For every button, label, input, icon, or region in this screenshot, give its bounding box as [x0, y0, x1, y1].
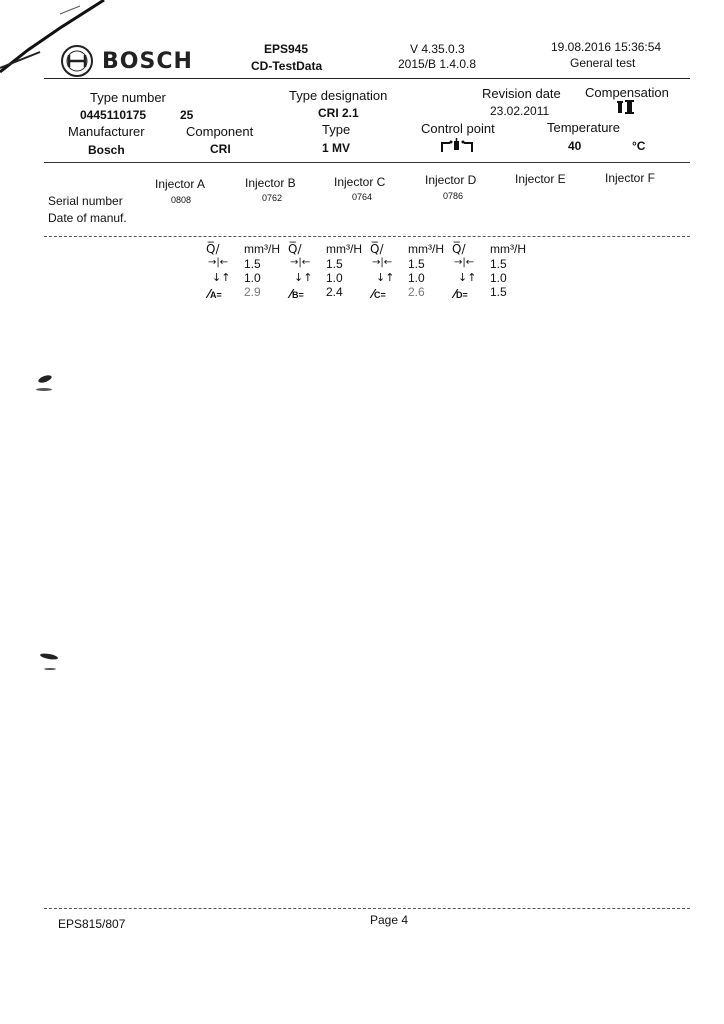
- injector-label-f: Injector F: [605, 171, 656, 185]
- datetime: 19.08.2016 15:36:54: [551, 40, 662, 54]
- flow-q-icon: Q̅/: [206, 242, 220, 256]
- version: V 4.35.0.3: [410, 42, 465, 56]
- tolerance-icon: →|←: [454, 257, 475, 268]
- slash-icon: ⁄: [290, 287, 293, 301]
- manufacturer: Bosch: [88, 143, 125, 157]
- flow-q-icon: Q̅/: [288, 242, 302, 256]
- result-d-value: 1.5: [490, 285, 507, 299]
- type-designation-label: Type designation: [289, 88, 388, 103]
- dev-d: 1.0: [490, 271, 507, 285]
- serial-a: 0808: [171, 195, 192, 205]
- tolerance-icon: →|←: [208, 257, 229, 268]
- control-point-icon: [440, 138, 474, 154]
- program-subtitle: CD-TestData: [251, 59, 323, 73]
- header-divider: [44, 78, 690, 79]
- injector-label-c: Injector C: [334, 175, 386, 189]
- deviation-icon: ↓↑: [376, 271, 395, 284]
- compensation-label: Compensation: [585, 85, 669, 100]
- unit-c: mm³/H: [408, 242, 444, 256]
- injector-label-b: Injector B: [245, 176, 296, 190]
- serial-b: 0762: [262, 193, 283, 203]
- type-value: 1 MV: [322, 141, 351, 155]
- deviation-icon: ↓↑: [294, 271, 313, 284]
- tolerance-icon: →|←: [372, 257, 393, 268]
- injector-label-d: Injector D: [425, 173, 477, 187]
- temperature-label: Temperature: [547, 120, 620, 135]
- type-designation: CRI 2.1: [318, 106, 359, 120]
- info-divider: [44, 162, 690, 163]
- slash-icon: ⁄: [208, 287, 211, 301]
- result-c: [372, 285, 386, 303]
- scan-speck: [36, 388, 52, 391]
- deviation-icon: ↓↑: [458, 271, 477, 284]
- revision-date-label: Revision date: [482, 86, 561, 101]
- component-label: Component: [186, 124, 254, 139]
- temperature-unit: °C: [632, 139, 646, 153]
- flow-q-icon: Q̅/: [452, 242, 466, 256]
- unit-b: mm³/H: [326, 242, 362, 256]
- page-number: Page 4: [370, 913, 409, 927]
- unit-d: mm³/H: [490, 242, 526, 256]
- result-c-value: 2.6: [408, 285, 425, 299]
- scan-speck: [44, 668, 56, 670]
- program-name: EPS945: [264, 42, 309, 56]
- dev-c: 1.0: [408, 271, 425, 285]
- type-number-suffix: 25: [180, 108, 194, 122]
- slash-icon: ⁄: [372, 287, 375, 301]
- measurement-block: [206, 242, 546, 302]
- type-label: Type: [322, 122, 351, 137]
- type-number: 0445110175: [80, 108, 147, 122]
- bosch-armature-icon: [60, 44, 94, 78]
- serial-number-label: Serial number: [48, 194, 123, 208]
- component: CRI: [210, 142, 231, 156]
- tol-a: 1.5: [244, 257, 261, 271]
- bosch-logo: [60, 44, 193, 78]
- dev-b: 1.0: [326, 271, 343, 285]
- result-b-label: B=: [292, 290, 304, 300]
- unit-a: mm³/H: [244, 242, 280, 256]
- injector-divider: [44, 236, 690, 237]
- result-b: [290, 285, 304, 303]
- date-of-manuf-label: Date of manuf.: [48, 211, 127, 225]
- serial-d: 0786: [443, 191, 464, 201]
- tol-c: 1.5: [408, 257, 425, 271]
- footer-divider: [44, 908, 690, 909]
- version-sub: 2015/B 1.4.0.8: [398, 57, 477, 71]
- result-b-value: 2.4: [326, 285, 343, 299]
- control-point-label: Control point: [421, 121, 495, 136]
- serial-c: 0764: [352, 192, 373, 202]
- slash-icon: ⁄: [454, 287, 457, 301]
- deviation-icon: ↓↑: [212, 271, 231, 284]
- manufacturer-label: Manufacturer: [68, 124, 145, 139]
- result-a-label: A=: [210, 290, 222, 300]
- tolerance-icon: →|←: [290, 257, 311, 268]
- flow-q-icon: Q̅/: [370, 242, 384, 256]
- footer-model: EPS815/807: [58, 917, 126, 931]
- dev-a: 1.0: [244, 271, 261, 285]
- result-a: [208, 285, 222, 303]
- compensation-icon: [617, 100, 635, 114]
- test-name: General test: [570, 56, 636, 70]
- injector-label-a: Injector A: [155, 177, 206, 191]
- tol-b: 1.5: [326, 257, 343, 271]
- injector-label-e: Injector E: [515, 172, 566, 186]
- brand-name: BOSCH: [102, 48, 193, 74]
- result-c-label: C=: [374, 290, 386, 300]
- scan-speck: [40, 652, 59, 660]
- revision-date: 23.02.2011: [490, 104, 550, 118]
- tol-d: 1.5: [490, 257, 507, 271]
- result-d: [454, 285, 468, 303]
- result-a-value: 2.9: [244, 285, 261, 299]
- type-number-label: Type number: [90, 90, 166, 105]
- scan-speck: [37, 374, 52, 384]
- temperature: 40: [568, 139, 582, 153]
- result-d-label: D=: [456, 290, 468, 300]
